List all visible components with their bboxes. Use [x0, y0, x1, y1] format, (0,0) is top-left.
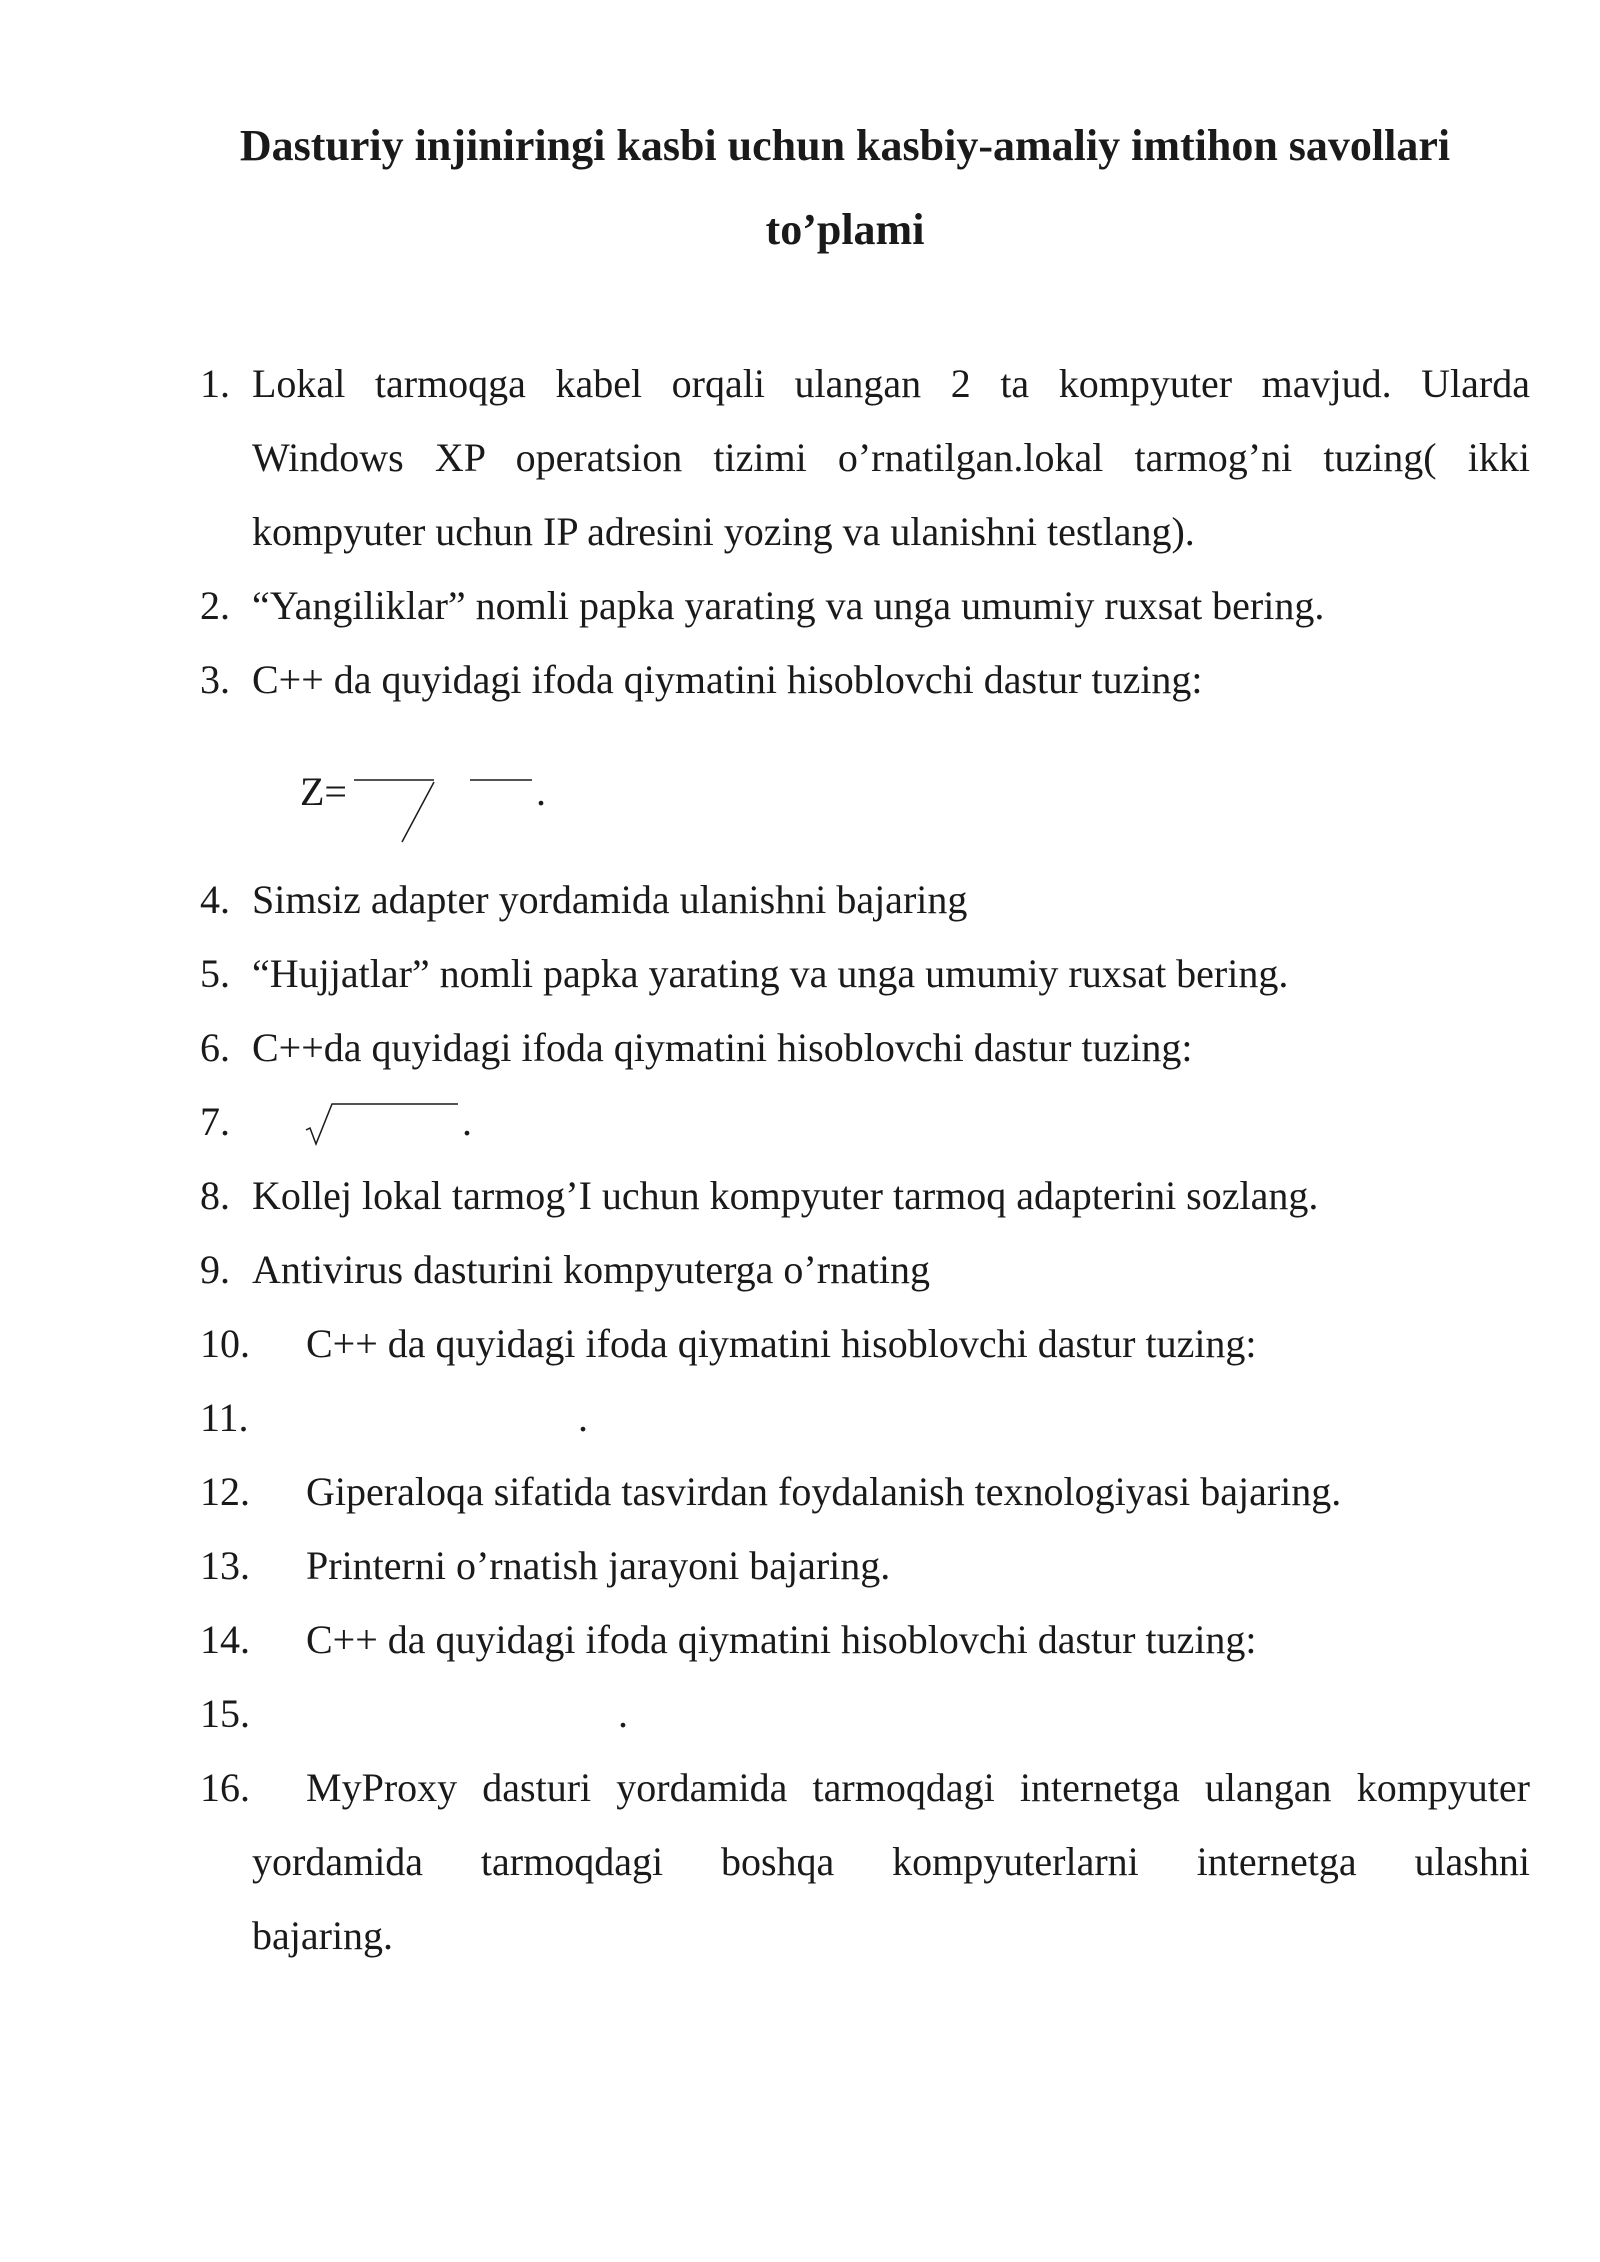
- item-1-line-1: Lokal tarmoqga kabel orqali ulangan 2 ta kompyuter mavjud. Ularda: [252, 361, 1530, 406]
- item-6-number: 6.: [200, 1025, 230, 1070]
- item-2-number: 2.: [200, 583, 230, 628]
- item-4-text: Simsiz adapter yordamida ulanishni bajaring: [252, 877, 968, 922]
- item-1-line-2: Windows XP operatsion tizimi o’rnatilgan.lokal tarmog’ni tuzing( ikki: [252, 435, 1530, 480]
- formula-z-prefix: Z=: [300, 769, 347, 814]
- item-10-number: 10.: [200, 1321, 250, 1366]
- item-8-text: Kollej lokal tarmog’I uchun kompyuter tarmoq adapterini sozlang.: [252, 1173, 1319, 1218]
- item-6-text: C++da quyidagi ifoda qiymatini hisoblovchi dastur tuzing:: [252, 1025, 1193, 1070]
- item-13-text: Printerni o’rnatish jarayoni bajaring.: [306, 1543, 891, 1588]
- item-13-number: 13.: [200, 1543, 250, 1588]
- item-3-number: 3.: [200, 657, 230, 702]
- document-title-line-2: to’plami: [765, 205, 925, 254]
- item-10-text: C++ da quyidagi ifoda qiymatini hisoblovchi dastur tuzing:: [306, 1321, 1257, 1366]
- item-12-number: 12.: [200, 1469, 250, 1514]
- formula-z-period: .: [536, 769, 546, 814]
- item-3-text: C++ da quyidagi ifoda qiymatini hisoblovchi dastur tuzing:: [252, 657, 1203, 702]
- item-12-text: Giperaloqa sifatida tasvirdan foydalanish texnologiyasi bajaring.: [306, 1469, 1342, 1514]
- item-8-number: 8.: [200, 1173, 230, 1218]
- item-2-text: “Yangiliklar” nomli papka yarating va unga umumiy ruxsat bering.: [252, 583, 1325, 628]
- item-5-number: 5.: [200, 951, 230, 996]
- item-16-line-2: yordamida tarmoqdagi boshqa kompyuterlarni internetga ulashni: [252, 1839, 1530, 1884]
- square-root-graphic: [302, 1100, 462, 1148]
- item-16-number: 16.: [200, 1765, 250, 1810]
- document-title-line-1: Dasturiy injiniringi kasbi uchun kasbiy-amaliy imtihon savollari: [239, 121, 1451, 170]
- item-7-period: .: [462, 1099, 472, 1144]
- item-16-line-3: bajaring.: [252, 1913, 394, 1958]
- item-15-number: 15.: [200, 1691, 250, 1736]
- item-14-text: C++ da quyidagi ifoda qiymatini hisoblovchi dastur tuzing:: [306, 1617, 1257, 1662]
- item-1-line-3: kompyuter uchun IP adresini yozing va ulanishni testlang).: [252, 509, 1195, 554]
- item-7-number: 7.: [200, 1099, 230, 1144]
- item-14-number: 14.: [200, 1617, 250, 1662]
- item-1-number: 1.: [200, 361, 230, 406]
- item-9-text: Antivirus dasturini kompyuterga o’rnating: [252, 1247, 931, 1292]
- item-4-number: 4.: [200, 877, 230, 922]
- item-9-number: 9.: [200, 1247, 230, 1292]
- item-5-text: “Hujjatlar” nomli papka yarating va unga umumiy ruxsat bering.: [252, 951, 1289, 996]
- item-11-number: 11.: [200, 1395, 249, 1440]
- formula-z-fraction-graphic: [352, 770, 542, 844]
- item-16-line-1: MyProxy dasturi yordamida tarmoqdagi internetga ulangan kompyuter: [306, 1765, 1530, 1810]
- item-15-period: .: [618, 1691, 628, 1736]
- item-11-period: .: [578, 1395, 588, 1440]
